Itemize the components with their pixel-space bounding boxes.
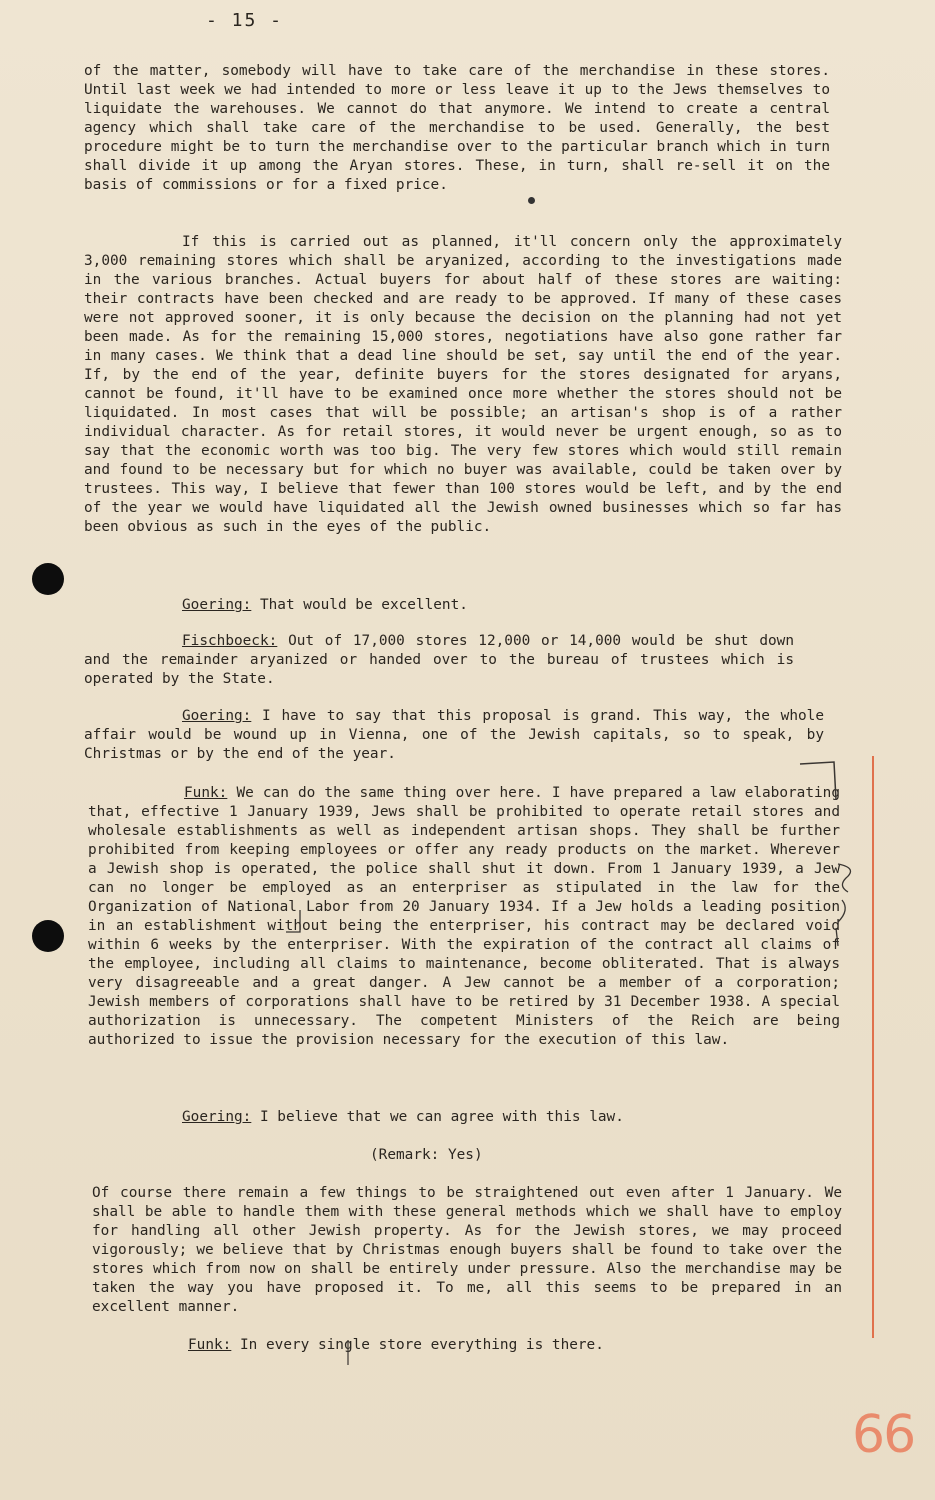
paragraph-text: I have to say that this proposal is grand. This way, the whole affair would be wound up in Vienna, one of the Jewish capitals, so to speak, by Christmas or by the end of the year. xyxy=(84,708,824,762)
paragraph-text: I believe that we can agree with this law. xyxy=(259,1109,624,1125)
paragraph-text: of the matter, somebody will have to take care of the merchandise in these stores. Until last week we had intended to more or less leave it up to the Jews themselves to liquidate the warehouses. We cannot do that anymore. We intend to create a central agency which shall take care of the merchandise to be used. Generally, the best procedure might be to turn the merchandise over to the particular branch which in turn shall divide it up among the Aryan stores. These, in turn, shall re-sell it on the basis of commissions or for a fixed price. xyxy=(84,63,830,193)
folio-number: 66 xyxy=(852,1405,915,1465)
paragraph-text: We can do the same thing over here. I have prepared a law elaborating that, effective 1 January 1939, Jews shall be prohibited to operate retail stores and wholesale establishments as well as independent artisan shops. They shall be further prohibited from keeping employees or offer any ready products on the market. Wherever a Jewish shop is operated, the police shall shut it down. From 1 January 1939, a Jew can no longer be employed as an enterpriser as stipulated in the law for the Organization of National Labor from 20 January 1934. If a Jew holds a leading position in an establishment without being the enterpriser, his contract may be declared void within 6 weeks by the enterpriser. With the expiration of the contract all claims of the employee, including all claims to maintenance, become obliterated. That is always very disagreeable and a great danger. A Jew cannot be a member of a corporation; Jewish members of corporations shall have to be retired by 31 December 1938. A special authorization is unnecessary. The competent Ministers of the Reich are being authorized to issue the provision necessary for the execution of this law. xyxy=(88,785,840,1048)
paragraph-text: In every single store everything is there. xyxy=(240,1337,604,1353)
page-number: - 15 - xyxy=(206,10,284,31)
paragraph-text: If this is carried out as planned, it'll concern only the approximately 3,000 remaining stores which shall be aryanized, according to the investigations made in the various branches. Actual buyers for about half of these stores are waiting: their contracts have been checked and are ready to be approved. If many of these cases were not approved sooner, it is only because the decision on the planning had not yet been made. As for the remaining 15,000 stores, negotiations have also gone rather far in many cases. We think that a dead line should be set, say until the end of the year. If, by the end of the year, definite buyers for the stores designated for aryans, cannot be found, it'll have to be examined once more whether the stores should not be liquidated. In most cases that will be possible; an artisan's shop is of a rather individual character. As for retail stores, it would never be urgent enough, so as to say that the economic worth was too big. The very few stores which would still remain and found to be necessary but for which no buyer was available, could be taken over by trustees. This way, I believe that fewer than 100 stores would be left, and by the end of the year we would have liquidated all the Jewish owned businesses which so far has been obvious as such in the eyes of the public. xyxy=(84,234,842,535)
speaker-name: Fischboeck: xyxy=(182,633,278,649)
speaker-name: Goering: xyxy=(182,708,252,724)
paragraph-text: Out of 17,000 stores 12,000 or 14,000 would be shut down and the remainder aryanized or handed over to the bureau of trustees which is operated by the State. xyxy=(84,633,794,687)
speaker-name: Funk: xyxy=(188,1337,232,1353)
paragraph-text: Of course there remain a few things to be straightened out even after 1 January. We shall be able to handle them with these general methods which we shall have to employ for handling all other Jewish property. As for the Jewish stores, we may proceed vigorously; we believe that by Christmas enough buyers shall be found to take over the stores which from now on shall be entirely under pressure. Also the merchandise may be taken the way you have proposed it. To me, all this seems to be prepared in an excellent manner. xyxy=(92,1185,842,1315)
remark: (Remark: Yes) xyxy=(370,1147,483,1163)
speaker-name: Goering: xyxy=(182,597,252,613)
speaker-name: Goering: xyxy=(182,1109,252,1125)
paragraph-text: That would be excellent. xyxy=(259,597,468,613)
speaker-name: Funk: xyxy=(184,785,228,801)
